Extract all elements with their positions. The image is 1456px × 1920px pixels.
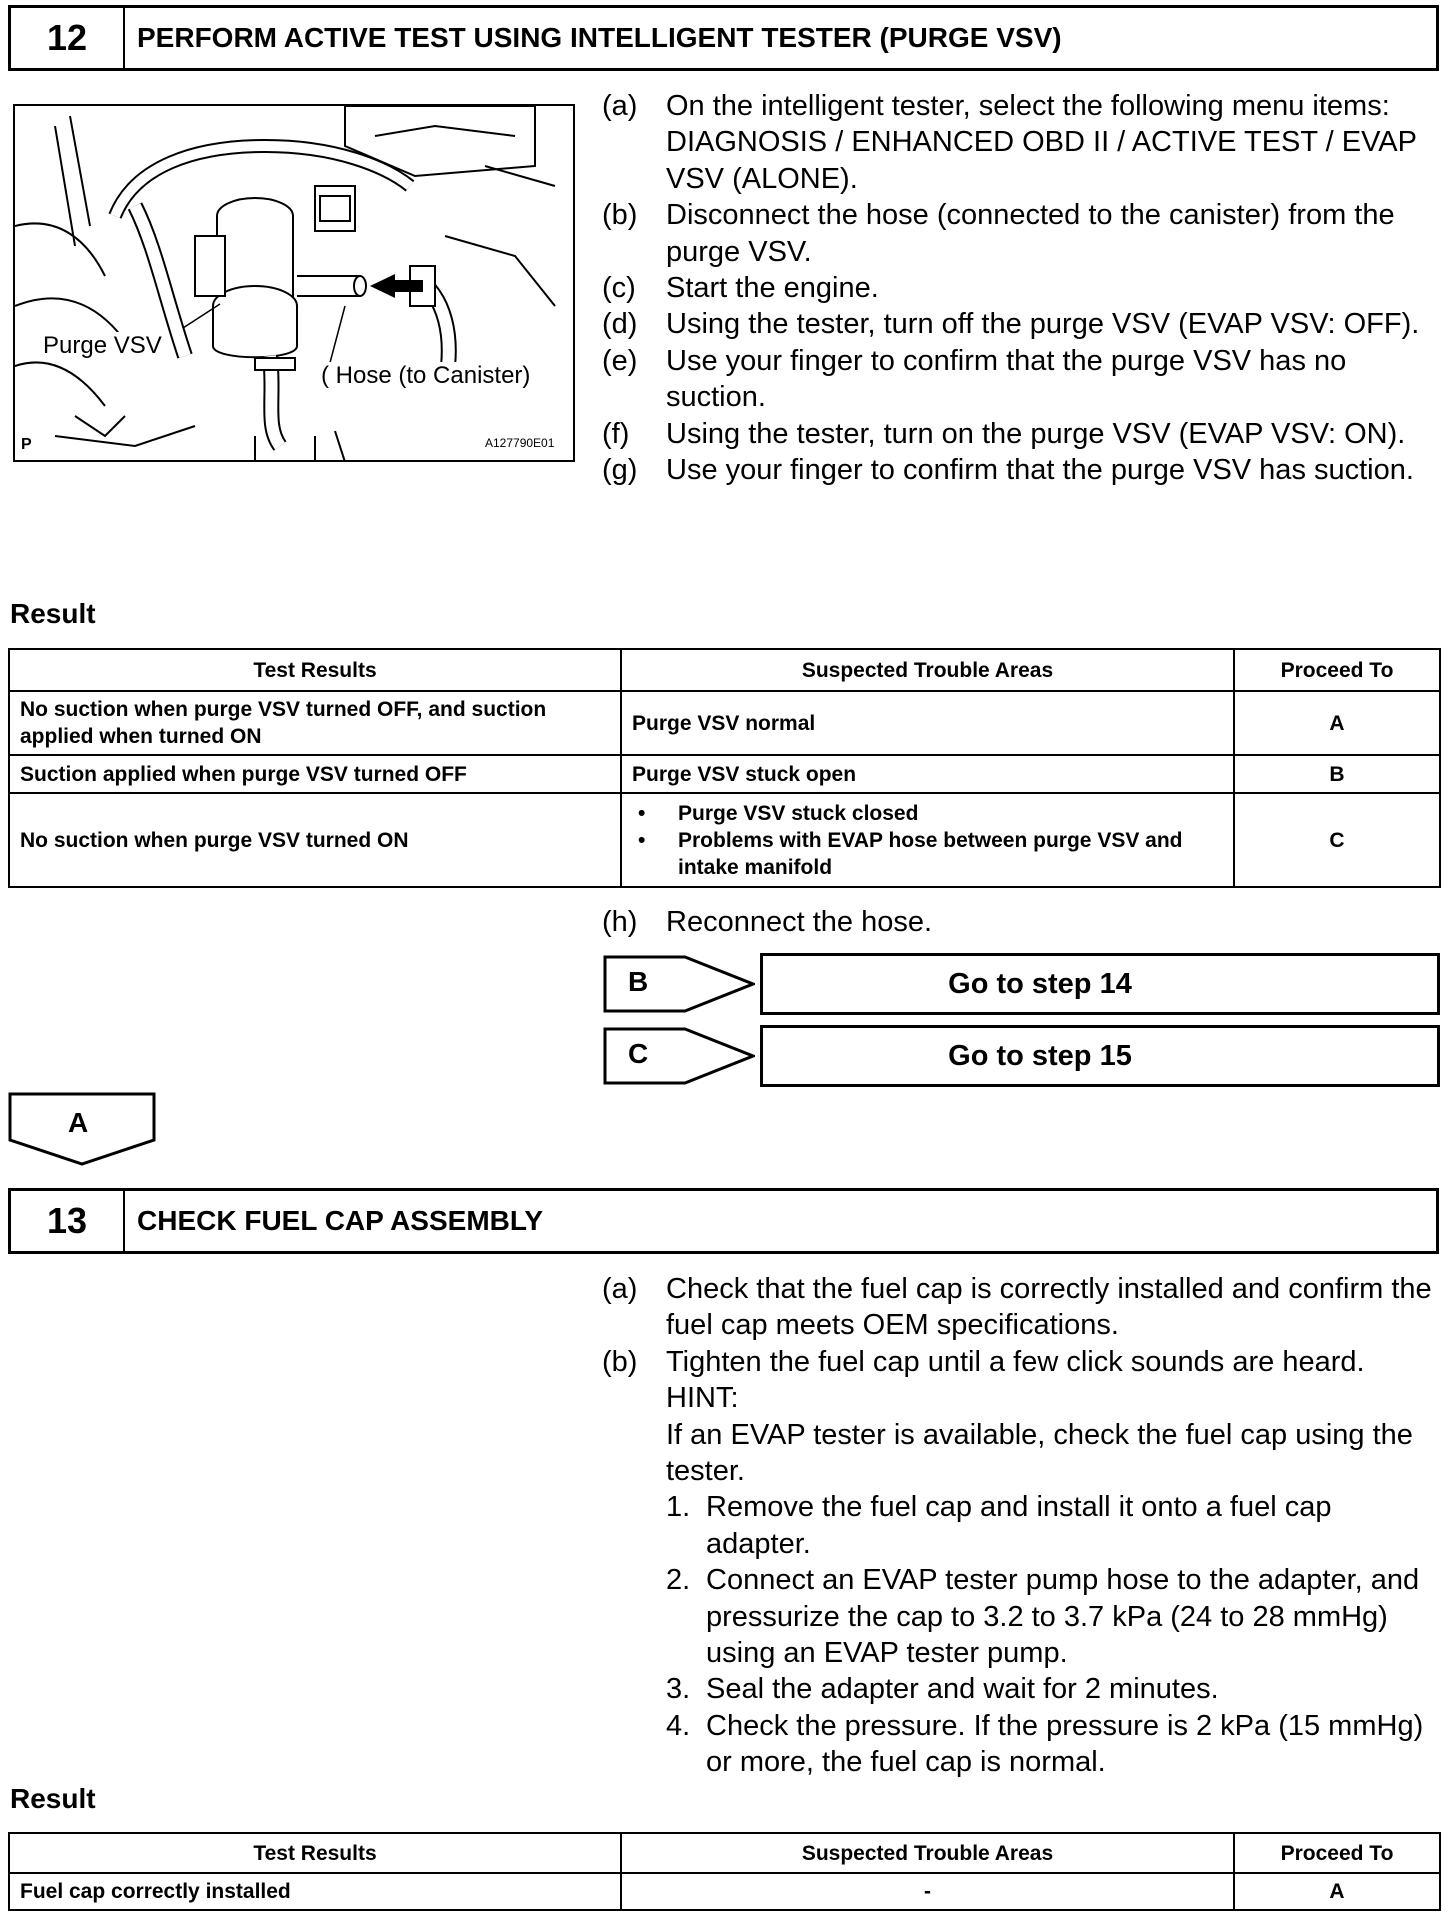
table-cell: No suction when purge VSV turned ON: [9, 793, 621, 887]
instruction-item: (h) Reconnect the hose.: [602, 906, 933, 938]
step-12-instructions: [602, 88, 1442, 488]
step-13-instructions: [602, 1271, 1442, 1781]
table-cell: [621, 793, 1234, 887]
hint-text: If an EVAP tester is available, check the fuel cap using the tester.: [666, 1418, 1413, 1488]
table-cell: -: [621, 1873, 1234, 1910]
branch-letter: C: [628, 1038, 649, 1069]
bullet-item: • Purge VSV stuck closed: [638, 801, 919, 825]
table-row: [9, 755, 1440, 793]
table-cell: Purge VSV normal: [621, 691, 1234, 755]
step-number: 13: [11, 1191, 125, 1251]
table-cell: Suction applied when purge VSV turned OFF: [9, 755, 621, 793]
step-title: CHECK FUEL CAP ASSEMBLY: [137, 1205, 544, 1236]
marker-letter: A: [68, 1107, 89, 1138]
instruction-item: (e) Use your finger to confirm that the purge VSV has no suction.: [602, 344, 1347, 414]
branch-letter: B: [628, 966, 649, 997]
column-header: Suspected Trouble Areas: [621, 649, 1234, 691]
table-cell: B: [1234, 755, 1440, 793]
column-header: Test Results: [9, 1833, 621, 1873]
sub-step: 3. Seal the adapter and wait for 2 minutes.: [666, 1673, 1219, 1706]
instruction-item: (d) Using the tester, turn off the purge VSV (EVAP VSV: OFF).: [602, 308, 1420, 341]
step-12-header: [8, 5, 1439, 71]
step-13-header: [8, 1188, 1439, 1254]
hint-label: HINT:: [666, 1382, 739, 1415]
instruction-item: (f) Using the tester, turn on the purge VSV (EVAP VSV: ON).: [602, 417, 1406, 450]
goto-step-14-link[interactable]: Go to step 14: [760, 953, 1440, 1015]
sub-step: 1. Remove the fuel cap and install it onto a fuel cap adapter.: [666, 1491, 1332, 1560]
instruction-item: (b) Tighten the fuel cap until a few click sounds are heard. HINT: If an EVAP tester is available, check the fuel cap using the tester. 1. Remove the fuel cap and install it onto a fuel cap adapter. 2. Connect an EVAP tester pump hose to the adapter, and pressurize the cap to 3.2 to 3.7 kPa (24 to 28 mmHg) using an EVAP tester pump. 3. Seal the adapter and wait for 2 minutes. 4. Check the pressure. If the pressure is 2 kPa (15 mmHg) or more, the fuel cap is normal.: [602, 1344, 1442, 1781]
column-header: Proceed To: [1234, 649, 1440, 691]
table-cell: Purge VSV stuck open: [621, 755, 1234, 793]
bullet-item: • Problems with EVAP hose between purge VSV and intake manifold: [638, 828, 1183, 879]
step-number: 12: [11, 8, 125, 68]
instruction-item: (a) Check that the fuel cap is correctly installed and confirm the fuel cap meets OEM specifications.: [602, 1273, 1432, 1342]
table-cell: A: [1234, 691, 1440, 755]
column-header: Test Results: [9, 649, 621, 691]
table-cell: Fuel cap correctly installed: [9, 1873, 621, 1910]
instruction-item: (a) On the intelligent tester, select the following menu items: DIAGNOSIS / ENHANCED OBD II / ACTIVE TEST / EVAP VSV (ALONE).: [602, 90, 1417, 195]
branch-c-arrow: [603, 1027, 755, 1085]
engine-line-drawing: [15, 106, 575, 462]
table-header-row: [9, 1833, 1440, 1873]
branch-b-arrow: [603, 955, 755, 1013]
instruction-item: (g) Use your finger to confirm that the purge VSV has suction.: [602, 454, 1414, 487]
hose-label-text: Hose (to Canister): [335, 362, 531, 389]
column-header: Suspected Trouble Areas: [621, 1833, 1234, 1873]
result-heading: Result: [10, 598, 96, 629]
table-row: [9, 1873, 1440, 1910]
table-row: [9, 793, 1440, 887]
table-cell: No suction when purge VSV turned OFF, and suction applied when turned ON: [9, 691, 621, 755]
instruction-item: (c) Start the engine.: [602, 272, 879, 305]
instruction-item: (b) Disconnect the hose (connected to the canister) from the purge VSV.: [602, 199, 1395, 268]
figure-code: A127790E01: [485, 436, 555, 450]
step-12-result-table: [8, 648, 1441, 888]
purge-vsv-label: Purge VSV: [43, 332, 162, 359]
table-cell: C: [1234, 793, 1440, 887]
purge-vsv-illustration: [13, 104, 575, 462]
result-heading: Result: [10, 1783, 96, 1814]
step-title: PERFORM ACTIVE TEST USING INTELLIGENT TESTER (PURGE VSV): [137, 22, 1062, 53]
step-13-result-table: [8, 1832, 1441, 1911]
sub-step: 2. Connect an EVAP tester pump hose to the adapter, and pressurize the cap to 3.2 to 3.7 kPa (24 to 28 mmHg) using an EVAP tester pump.: [666, 1564, 1420, 1670]
figure-corner-letter: P: [21, 436, 32, 453]
table-header-row: [9, 649, 1440, 691]
column-header: Proceed To: [1234, 1833, 1440, 1873]
instruction-h: [602, 904, 1442, 940]
sub-step: 4. Check the pressure. If the pressure is 2 kPa (15 mmHg) or more, the fuel cap is normal.: [666, 1709, 1424, 1779]
goto-step-15-link[interactable]: Go to step 15: [760, 1025, 1440, 1087]
hose-label: ( Hose (to Canister): [321, 362, 531, 389]
table-row: [9, 691, 1440, 755]
table-cell: A: [1234, 1873, 1440, 1910]
